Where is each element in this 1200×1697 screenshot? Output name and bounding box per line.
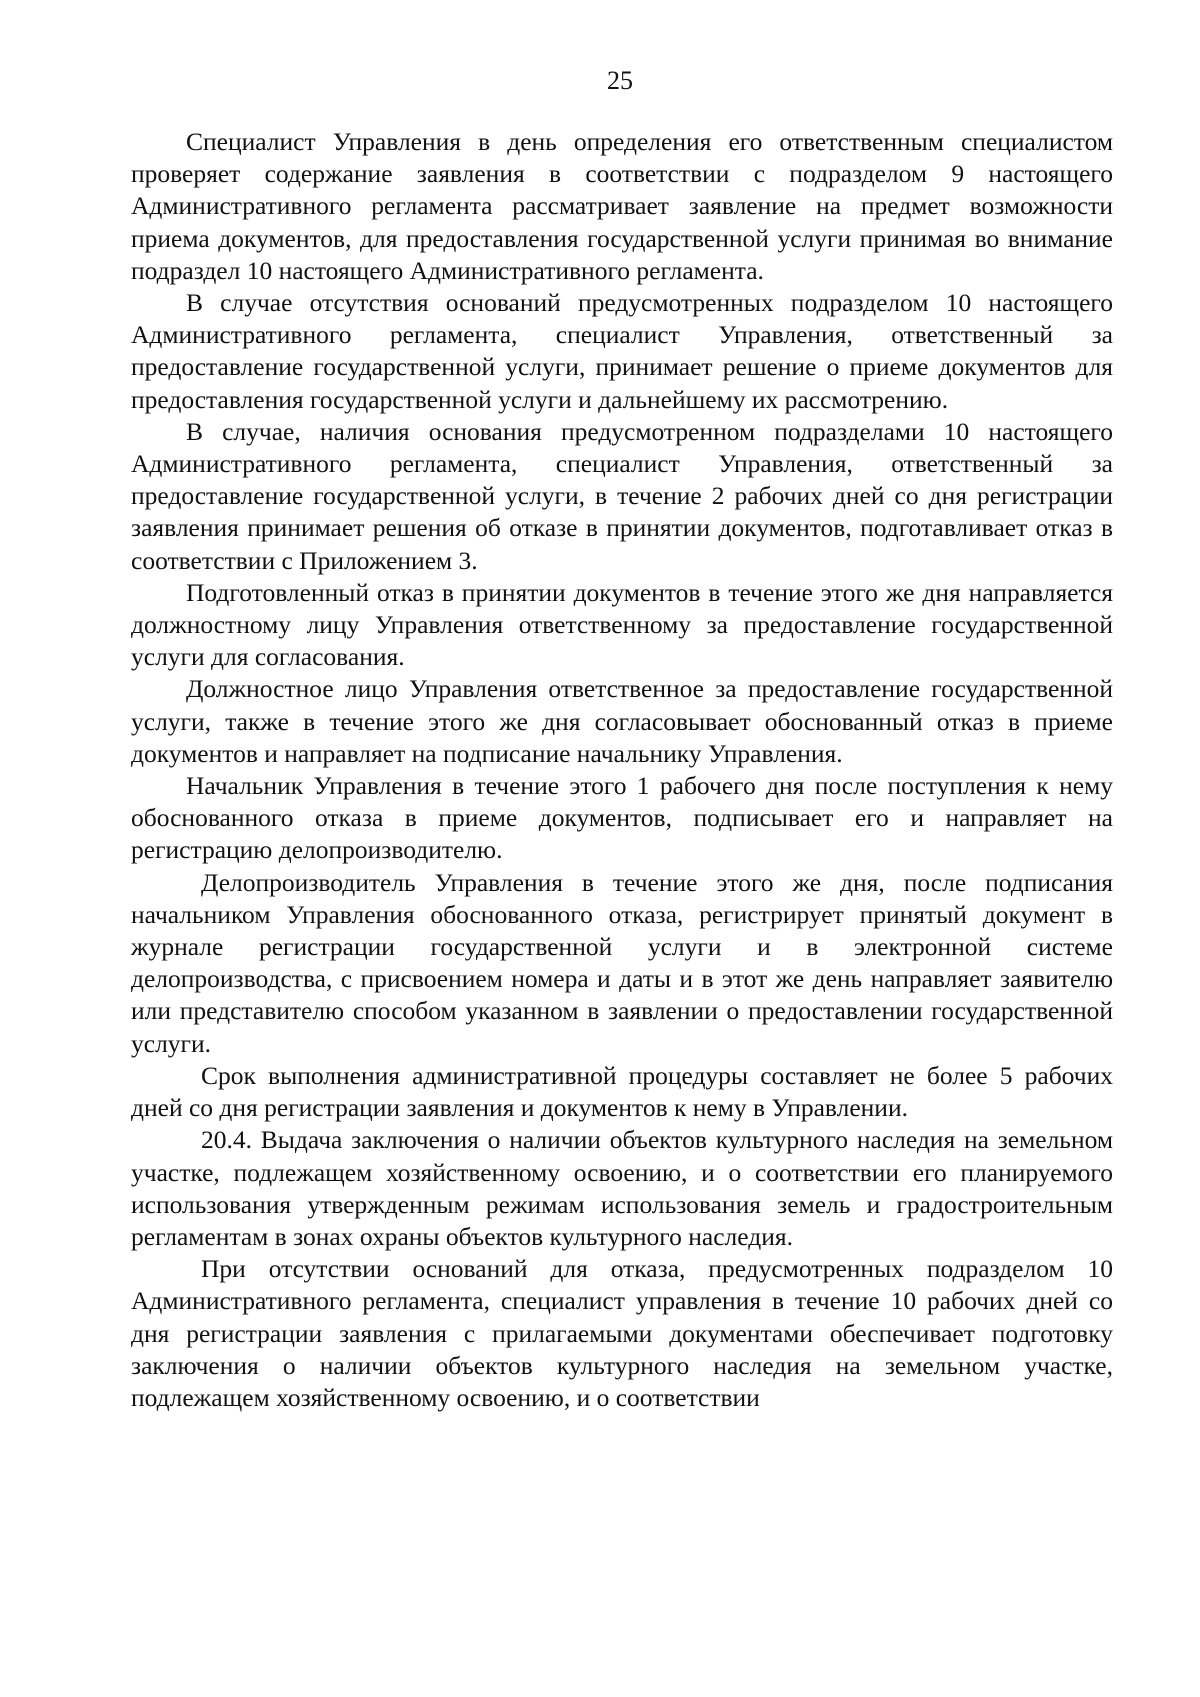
- paragraph-1: Специалист Управления в день определения его ответственным специалистом проверяет содержание заявления в соответствии с подразделом 9 настоящего Административного регламента рассматривает заявление на предмет возможности приема документов, для предоставления государственной услуги принимая во внимание подраздел 10 настоящего Административного регламента.: [131, 127, 1113, 285]
- section-20-4-heading: 20.4. Выдача заключения о наличии объектов культурного наследия на земельном участке, подлежащем хозяйственному освоению, и о соответствии его планируемого использования утвержденным режимам использования земель и градостроительным регламентам в зонах охраны объектов культурного наследия.: [131, 1125, 1113, 1251]
- paragraph-6: Начальник Управления в течение этого 1 рабочего дня после поступления к нему обоснованного отказа в приеме документов, подписывает его и направляет на регистрацию делопроизводителю.: [131, 771, 1113, 865]
- document-body: [131, 126, 1113, 1414]
- paragraph-4: Подготовленный отказ в принятии документов в течение этого же дня направляется должностному лицу Управления ответственному за предоставление государственной услуги для согласования.: [131, 577, 1113, 672]
- paragraph-2: В случае отсутствия оснований предусмотренных подразделом 10 настоящего Административного регламента, специалист Управления, ответственный за предоставление государственной услуги, принимает решение о приеме документов для предоставления государственной услуги и дальнейшему их рассмотрению.: [131, 288, 1113, 414]
- paragraph-3: В случае, наличия основания предусмотренном подразделами 10 настоящего Административного регламента, специалист Управления, ответственный за предоставление государственной услуги, в течение 2 рабочих дней со дня регистрации заявления принимает решения об отказе в принятии документов, подготавливает отказ в соответствии с Приложением 3.: [131, 416, 1113, 575]
- paragraph-7: Делопроизводитель Управления в течение этого же дня, после подписания начальником Управления обоснованного отказа, регистрирует принятый документ в журнале регистрации государственной услуги и в электронной системе делопроизводства, с присвоением номера и даты и в этот же день направляет заявителю или представителю способом указанном в заявлении о предоставлении государственной услуги.: [131, 867, 1113, 1058]
- page-number: 25: [607, 66, 633, 95]
- paragraph-10: При отсутствии оснований для отказа, предусмотренных подразделом 10 Административного регламента, специалист управления в течение 10 рабочих дней со дня регистрации заявления с прилагаемыми документами обеспечивает подготовку заключения о наличии объектов культурного наследия на земельном участке, подлежащем хозяйственному освоению, и о соответствии: [131, 1254, 1113, 1412]
- paragraph-5: Должностное лицо Управления ответственное за предоставление государственной услуги, также в течение этого же дня согласовывает обоснованный отказ в приеме документов и направляет на подписание начальнику Управления.: [131, 674, 1113, 768]
- paragraph-8: Срок выполнения административной процедуры составляет не более 5 рабочих дней со дня регистрации заявления и документов к нему в Управлении.: [131, 1060, 1113, 1123]
